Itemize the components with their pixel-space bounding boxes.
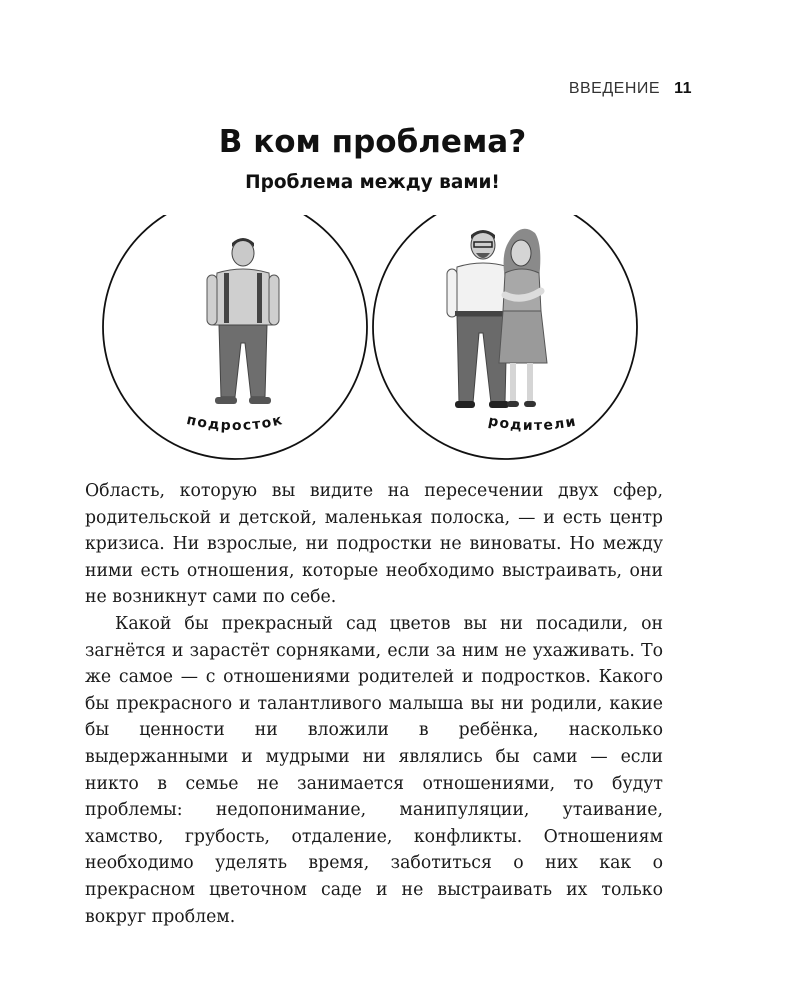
paragraph-2: Какой бы прекрасный сад цветов вы ни посадили, он загнётся и зарастёт сорняками, если за ним не ухаживать. То же самое — с отношениями родителей и подростков. Какого бы прекрасного и талантливого малыша вы ни родили, какие бы ценности ни вложили в ребёнка, насколько выдержанными и мудрыми ни являлись бы сами — если никто в семье не занимается отношениями, то будут проблемы: недопонимание, манипуляции, утаивание, хамство, грубость, отдаление, конфликты. Отношениям необходимо уделять время, заботиться о них как о прекрасном цветочном саде и не выстраивать их только вокруг проблем. — [85, 613, 663, 927]
running-head — [569, 80, 692, 98]
figure-subtitle: Проблема между вами! — [245, 172, 500, 193]
page-number: 11 — [674, 80, 692, 97]
mother-figure — [499, 229, 547, 407]
father-figure — [447, 230, 511, 408]
teen-label: подросток — [184, 411, 286, 435]
section-title: ВВЕДЕНИЕ — [568, 80, 661, 97]
figure-title: В ком проблема? — [218, 124, 527, 160]
venn-diagram — [95, 215, 655, 465]
teen-figure — [207, 238, 279, 404]
body-text — [85, 478, 663, 930]
paragraph-1: Область, которую вы видите на пересечении двух сфер, родительской и детской, маленькая полоска, — и есть центр кризиса. Ни взрослые, ни подростки не виноваты. Но между ними есть отношения, которые необходимо выстраивать, они не возникнут сами по себе. — [85, 481, 663, 608]
parents-label: родители — [486, 413, 579, 435]
